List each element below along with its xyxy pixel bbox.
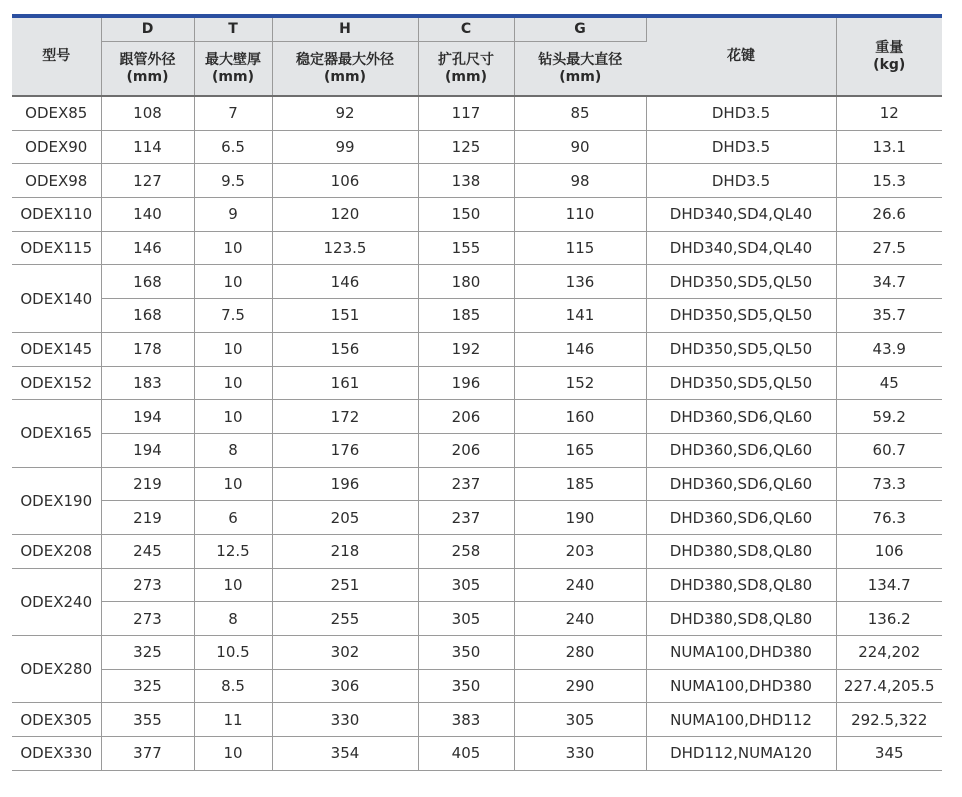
c-cell: 350	[418, 669, 514, 703]
h-cell: 205	[272, 501, 418, 535]
t-cell: 12.5	[194, 534, 272, 568]
spline-cell: NUMA100,DHD380	[646, 669, 836, 703]
model-cell: ODEX330	[12, 737, 101, 771]
table-row	[12, 602, 942, 636]
g-cell: 136	[514, 265, 646, 299]
t-cell: 7	[194, 96, 272, 130]
weight-cell: 73.3	[836, 467, 942, 501]
g-cell: 146	[514, 332, 646, 366]
h-cell: 161	[272, 366, 418, 400]
table-row	[12, 96, 942, 130]
table-body	[12, 96, 942, 770]
g-header-unit: (mm)	[559, 68, 602, 85]
t-header-unit: (mm)	[212, 68, 254, 85]
table-row	[12, 299, 942, 333]
col-g-letter: G	[514, 18, 646, 42]
c-cell: 305	[418, 602, 514, 636]
g-cell: 152	[514, 366, 646, 400]
d-cell: 140	[101, 198, 194, 232]
weight-cell: 43.9	[836, 332, 942, 366]
spline-cell: DHD350,SD5,QL50	[646, 366, 836, 400]
c-cell: 350	[418, 636, 514, 670]
h-cell: 196	[272, 467, 418, 501]
h-header-unit: (mm)	[324, 68, 366, 85]
col-t-letter: T	[194, 18, 272, 42]
col-weight-header	[836, 18, 942, 96]
weight-header-title: 重量	[875, 39, 904, 56]
spline-cell: DHD360,SD6,QL60	[646, 400, 836, 434]
g-cell: 110	[514, 198, 646, 232]
c-cell: 237	[418, 467, 514, 501]
col-h-letter: H	[272, 18, 418, 42]
col-spline-header: 花键	[646, 18, 836, 96]
model-cell: ODEX165	[12, 400, 101, 467]
col-d-letter: D	[101, 18, 194, 42]
weight-cell: 35.7	[836, 299, 942, 333]
weight-cell: 292.5,322	[836, 703, 942, 737]
d-cell: 325	[101, 669, 194, 703]
t-cell: 6.5	[194, 130, 272, 164]
weight-cell: 106	[836, 534, 942, 568]
t-cell: 10	[194, 366, 272, 400]
g-cell: 160	[514, 400, 646, 434]
model-cell: ODEX152	[12, 366, 101, 400]
table-row	[12, 366, 942, 400]
h-cell: 156	[272, 332, 418, 366]
c-cell: 305	[418, 568, 514, 602]
t-cell: 8	[194, 602, 272, 636]
weight-cell: 136.2	[836, 602, 942, 636]
col-c-header	[418, 42, 514, 97]
g-cell: 98	[514, 164, 646, 198]
spline-cell: DHD3.5	[646, 130, 836, 164]
model-cell: ODEX115	[12, 231, 101, 265]
spec-table	[12, 18, 942, 771]
h-cell: 354	[272, 737, 418, 771]
table-row	[12, 669, 942, 703]
t-cell: 6	[194, 501, 272, 535]
d-cell: 273	[101, 568, 194, 602]
h-cell: 146	[272, 265, 418, 299]
d-cell: 108	[101, 96, 194, 130]
h-cell: 302	[272, 636, 418, 670]
t-cell: 10	[194, 265, 272, 299]
table-row	[12, 703, 942, 737]
d-cell: 146	[101, 231, 194, 265]
c-cell: 405	[418, 737, 514, 771]
d-cell: 194	[101, 400, 194, 434]
g-cell: 190	[514, 501, 646, 535]
g-cell: 240	[514, 602, 646, 636]
spline-cell: DHD360,SD6,QL60	[646, 501, 836, 535]
header-row-letters	[12, 18, 942, 42]
weight-cell: 26.6	[836, 198, 942, 232]
weight-cell: 134.7	[836, 568, 942, 602]
h-cell: 92	[272, 96, 418, 130]
model-cell: ODEX240	[12, 568, 101, 635]
model-cell: ODEX98	[12, 164, 101, 198]
c-cell: 180	[418, 265, 514, 299]
h-cell: 106	[272, 164, 418, 198]
spline-cell: DHD350,SD5,QL50	[646, 265, 836, 299]
c-cell: 196	[418, 366, 514, 400]
d-cell: 127	[101, 164, 194, 198]
spline-cell: DHD112,NUMA120	[646, 737, 836, 771]
d-cell: 194	[101, 433, 194, 467]
model-cell: ODEX280	[12, 636, 101, 703]
t-cell: 7.5	[194, 299, 272, 333]
table-row	[12, 164, 942, 198]
c-cell: 155	[418, 231, 514, 265]
col-g-header	[514, 42, 646, 97]
c-cell: 150	[418, 198, 514, 232]
col-d-header	[101, 42, 194, 97]
d-header-unit: (mm)	[126, 68, 169, 85]
spline-cell: DHD380,SD8,QL80	[646, 602, 836, 636]
table-row	[12, 130, 942, 164]
t-cell: 9.5	[194, 164, 272, 198]
g-cell: 185	[514, 467, 646, 501]
weight-cell: 34.7	[836, 265, 942, 299]
g-cell: 280	[514, 636, 646, 670]
g-cell: 203	[514, 534, 646, 568]
h-cell: 123.5	[272, 231, 418, 265]
t-cell: 10	[194, 332, 272, 366]
d-cell: 245	[101, 534, 194, 568]
d-cell: 219	[101, 467, 194, 501]
c-cell: 206	[418, 433, 514, 467]
h-cell: 306	[272, 669, 418, 703]
model-cell: ODEX110	[12, 198, 101, 232]
spline-cell: DHD3.5	[646, 96, 836, 130]
weight-cell: 227.4,205.5	[836, 669, 942, 703]
d-cell: 325	[101, 636, 194, 670]
h-cell: 151	[272, 299, 418, 333]
h-header-title: 稳定器最大外径	[296, 51, 394, 68]
d-cell: 355	[101, 703, 194, 737]
spline-cell: DHD3.5	[646, 164, 836, 198]
spline-cell: DHD350,SD5,QL50	[646, 332, 836, 366]
t-cell: 10	[194, 231, 272, 265]
spline-cell: DHD340,SD4,QL40	[646, 198, 836, 232]
g-cell: 85	[514, 96, 646, 130]
weight-cell: 76.3	[836, 501, 942, 535]
table-row	[12, 534, 942, 568]
weight-cell: 224,202	[836, 636, 942, 670]
c-cell: 258	[418, 534, 514, 568]
table-row	[12, 400, 942, 434]
table-row	[12, 737, 942, 771]
weight-cell: 60.7	[836, 433, 942, 467]
h-cell: 120	[272, 198, 418, 232]
weight-header-unit: (kg)	[873, 56, 906, 73]
c-cell: 383	[418, 703, 514, 737]
col-t-header	[194, 42, 272, 97]
spline-cell: DHD360,SD6,QL60	[646, 433, 836, 467]
weight-cell: 12	[836, 96, 942, 130]
t-cell: 8	[194, 433, 272, 467]
col-h-header	[272, 42, 418, 97]
table-row	[12, 568, 942, 602]
weight-cell: 59.2	[836, 400, 942, 434]
d-cell: 377	[101, 737, 194, 771]
c-cell: 192	[418, 332, 514, 366]
g-cell: 90	[514, 130, 646, 164]
h-cell: 172	[272, 400, 418, 434]
table-row	[12, 198, 942, 232]
table-row	[12, 433, 942, 467]
c-header-title: 扩孔尺寸	[438, 51, 494, 68]
c-cell: 237	[418, 501, 514, 535]
t-cell: 8.5	[194, 669, 272, 703]
spline-cell: DHD360,SD6,QL60	[646, 467, 836, 501]
c-cell: 125	[418, 130, 514, 164]
d-cell: 273	[101, 602, 194, 636]
model-cell: ODEX85	[12, 96, 101, 130]
model-cell: ODEX140	[12, 265, 101, 332]
d-cell: 219	[101, 501, 194, 535]
g-header-title: 钻头最大直径	[538, 51, 623, 68]
model-cell: ODEX305	[12, 703, 101, 737]
d-cell: 114	[101, 130, 194, 164]
g-cell: 240	[514, 568, 646, 602]
t-cell: 10	[194, 568, 272, 602]
c-cell: 117	[418, 96, 514, 130]
h-cell: 218	[272, 534, 418, 568]
h-cell: 251	[272, 568, 418, 602]
d-header-title: 跟管外径	[119, 51, 176, 68]
table-header	[12, 18, 942, 96]
c-cell: 206	[418, 400, 514, 434]
g-cell: 305	[514, 703, 646, 737]
weight-cell: 45	[836, 366, 942, 400]
g-cell: 290	[514, 669, 646, 703]
d-cell: 168	[101, 299, 194, 333]
col-c-letter: C	[418, 18, 514, 42]
weight-cell: 13.1	[836, 130, 942, 164]
weight-cell: 27.5	[836, 231, 942, 265]
t-header-title: 最大壁厚	[205, 51, 261, 68]
spline-cell: NUMA100,DHD380	[646, 636, 836, 670]
t-cell: 9	[194, 198, 272, 232]
t-cell: 11	[194, 703, 272, 737]
weight-cell: 345	[836, 737, 942, 771]
model-cell: ODEX190	[12, 467, 101, 534]
t-cell: 10	[194, 400, 272, 434]
table-row	[12, 467, 942, 501]
g-cell: 330	[514, 737, 646, 771]
spline-cell: DHD380,SD8,QL80	[646, 568, 836, 602]
c-cell: 185	[418, 299, 514, 333]
table-row	[12, 636, 942, 670]
table-row	[12, 265, 942, 299]
h-cell: 330	[272, 703, 418, 737]
g-cell: 115	[514, 231, 646, 265]
d-cell: 168	[101, 265, 194, 299]
spline-cell: NUMA100,DHD112	[646, 703, 836, 737]
model-cell: ODEX145	[12, 332, 101, 366]
h-cell: 255	[272, 602, 418, 636]
weight-cell: 15.3	[836, 164, 942, 198]
model-cell: ODEX90	[12, 130, 101, 164]
d-cell: 178	[101, 332, 194, 366]
g-cell: 141	[514, 299, 646, 333]
t-cell: 10	[194, 467, 272, 501]
spline-cell: DHD380,SD8,QL80	[646, 534, 836, 568]
h-cell: 99	[272, 130, 418, 164]
col-model-header: 型号	[12, 18, 101, 96]
spline-cell: DHD340,SD4,QL40	[646, 231, 836, 265]
table-row	[12, 332, 942, 366]
model-cell: ODEX208	[12, 534, 101, 568]
c-header-unit: (mm)	[445, 68, 487, 85]
d-cell: 183	[101, 366, 194, 400]
t-cell: 10.5	[194, 636, 272, 670]
c-cell: 138	[418, 164, 514, 198]
t-cell: 10	[194, 737, 272, 771]
table-row	[12, 501, 942, 535]
spline-cell: DHD350,SD5,QL50	[646, 299, 836, 333]
g-cell: 165	[514, 433, 646, 467]
h-cell: 176	[272, 433, 418, 467]
table-row	[12, 231, 942, 265]
